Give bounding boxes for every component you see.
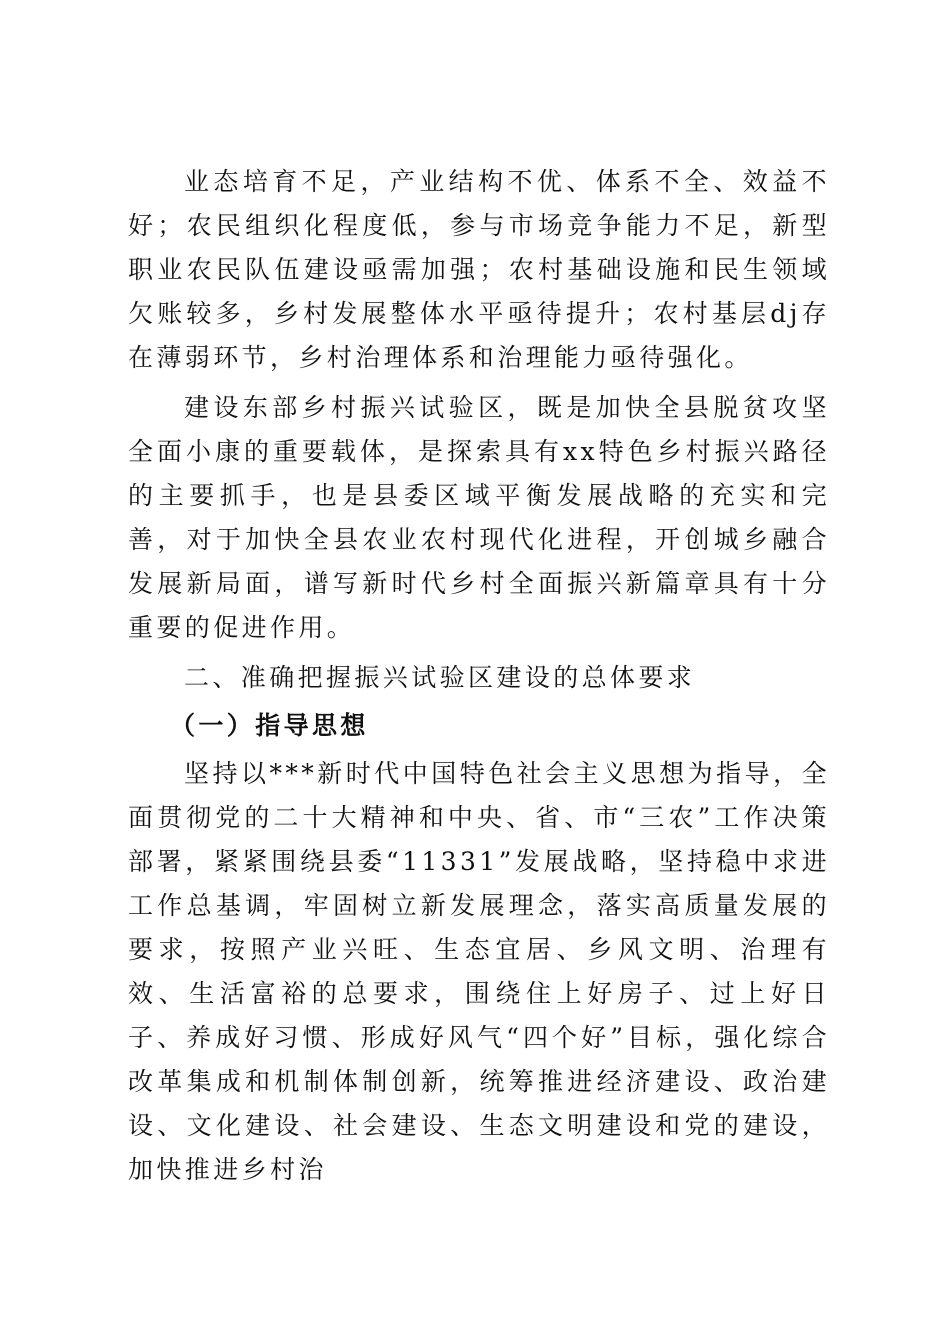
section-heading: 二、准确把握振兴试验区建设的总体要求 bbox=[184, 663, 696, 692]
subsection-heading: （一）指导思想 bbox=[170, 711, 369, 740]
body-paragraph: 建设东部乡村振兴试验区，既是加快全县脱贫攻坚全面小康的重要载体，是探索具有xx特色乡村振兴路径的主要抓手，也是县委区域平衡发展战略的充实和完善，对于加快全县农业农村现代化进程，开创城乡融合发展新局面，谱写新时代乡村全面振兴新篇章具有十分重要的促进作用。 bbox=[128, 393, 830, 642]
body-paragraph: 坚持以***新时代中国特色社会主义思想为指导，全面贯彻党的二十大精神和中央、省、市“三农”工作决策部署，紧紧围绕县委“11331”发展战略，坚持稳中求进工作总基调，牢固树立新发展理念，落实高质量发展的要求，按照产业兴旺、生态宜居、乡风文明、治理有效、生活富裕的总要求，围绕住上好房子、过上好日子、养成好习惯、形成好风气“四个好”目标，强化综合改革集成和机制体制创新，统筹推进经济建设、政治建设、文化建设、社会建设、生态文明建设和党的建设，加快推进乡村治 bbox=[128, 759, 830, 1184]
document-body bbox=[128, 160, 830, 1198]
body-paragraph: 业态培育不足，产业结构不优、体系不全、效益不好；农民组织化程度低，参与市场竞争能力不足，新型职业农民队伍建设亟需加强；农村基础设施和民生领域欠账较多，乡村发展整体水平亟待提升；农村基层dj存在薄弱环节，乡村治理体系和治理能力亟待强化。 bbox=[128, 167, 830, 372]
